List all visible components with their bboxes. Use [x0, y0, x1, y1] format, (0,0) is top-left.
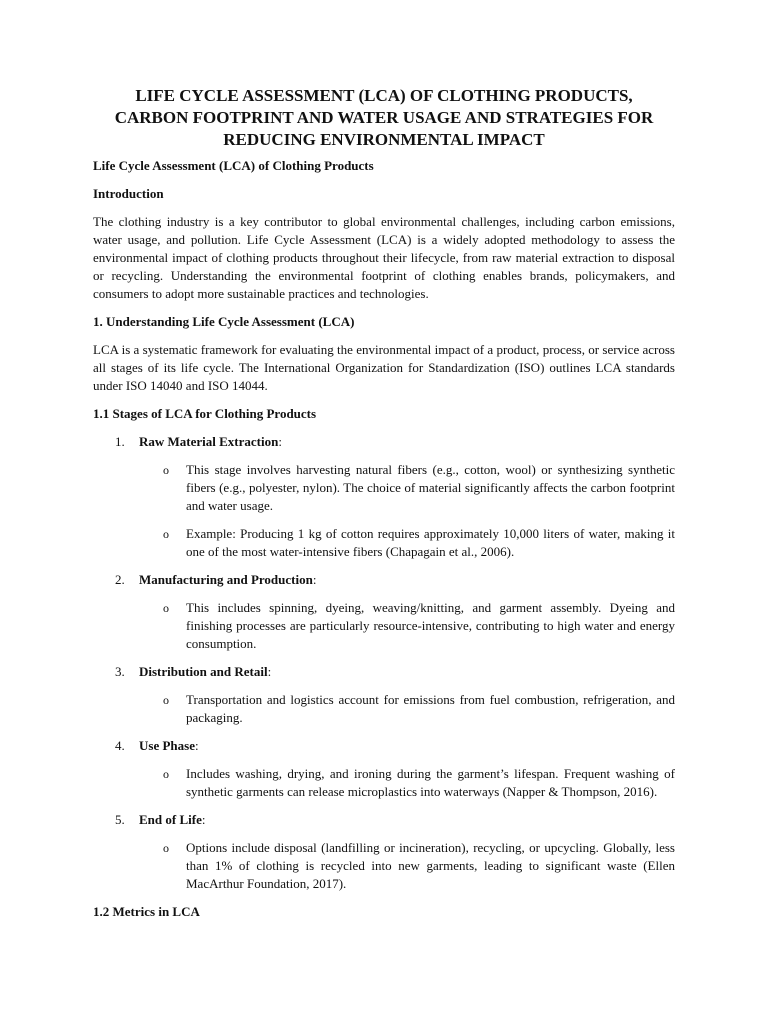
stage-item — [93, 737, 675, 801]
stage-item — [93, 571, 675, 653]
section-1-heading: 1. Understanding Life Cycle Assessment (LCA) — [93, 314, 355, 329]
point-text: Options include disposal (landfilling or incineration), recycling, or upcycling. Globally, less than 1% of clothing is recycled into new garments, leading to significant waste (Ellen MacArthur Foundation, 2017). — [186, 840, 675, 891]
stage-point — [139, 461, 675, 515]
stage-point — [139, 691, 675, 727]
section-1-2-heading: 1.2 Metrics in LCA — [93, 904, 200, 919]
introduction-heading: Introduction — [93, 186, 164, 201]
bullet-icon: o — [163, 693, 169, 707]
stage-point — [139, 839, 675, 893]
stage-colon: : — [312, 572, 317, 587]
stage-point — [139, 765, 675, 801]
stage-number: 1. — [115, 434, 125, 449]
stage-name: Distribution and Retail — [139, 664, 268, 679]
stages-list — [93, 433, 675, 893]
bullet-icon: o — [163, 527, 169, 541]
stage-name: Use Phase — [139, 738, 195, 753]
stage-colon: : — [267, 664, 272, 679]
stage-name: Raw Material Extraction — [139, 434, 279, 449]
stage-colon: : — [201, 812, 206, 827]
point-text: Example: Producing 1 kg of cotton requires approximately 10,000 liters of water, making it one of the most water-intensive fibers (Chapagain et al., 2006). — [186, 526, 675, 559]
stage-point — [139, 599, 675, 653]
point-text: This stage involves harvesting natural fibers (e.g., cotton, wool) or synthesizing synthetic fibers (e.g., polyester, nylon). The choice of material significantly affects the carbon footprint and water usage. — [186, 462, 675, 513]
subtitle-heading: Life Cycle Assessment (LCA) of Clothing Products — [93, 158, 374, 173]
bullet-icon: o — [163, 463, 169, 477]
stage-point — [139, 525, 675, 561]
bullet-icon: o — [163, 841, 169, 855]
title-line: REDUCING ENVIRONMENTAL IMPACT — [223, 130, 545, 149]
stage-colon: : — [278, 434, 282, 449]
stage-item — [93, 663, 675, 727]
stage-number: 3. — [115, 664, 125, 679]
title-line: CARBON FOOTPRINT AND WATER USAGE AND STRATEGIES FOR — [114, 108, 654, 127]
point-text: This includes spinning, dyeing, weaving/knitting, and garment assembly. Dyeing and finishing processes are particularly resource-intensive, contributing to high water and energy consumption. — [186, 600, 675, 651]
introduction-paragraph: The clothing industry is a key contributor to global environmental challenges, including carbon emissions, water usage, and pollution. Life Cycle Assessment (LCA) is a widely adopted methodology to assess the environmental impact of clothing products throughout their lifecycle, from raw material extraction to disposal or recycling. Understanding the environmental footprint of clothing enables brands, policymakers, and consumers to adopt more sustainable practices and technologies. — [93, 214, 675, 301]
point-text: Includes washing, drying, and ironing during the garment’s lifespan. Frequent washing of synthetic garments can release microplastics into waterways (Napper & Thompson, 2016). — [186, 766, 675, 799]
stage-number: 4. — [115, 738, 125, 753]
stage-name: End of Life — [139, 812, 202, 827]
bullet-icon: o — [163, 601, 169, 615]
stage-name: Manufacturing and Production — [139, 572, 313, 587]
stage-item — [93, 433, 675, 561]
bullet-icon: o — [163, 767, 169, 781]
stage-colon: : — [194, 738, 199, 753]
title-line: LIFE CYCLE ASSESSMENT (LCA) OF CLOTHING PRODUCTS, — [135, 86, 633, 105]
section-1-1-heading: 1.1 Stages of LCA for Clothing Products — [93, 406, 317, 421]
section-1-paragraph: LCA is a systematic framework for evaluating the environmental impact of a product, process, or service across all stages of its life cycle. The International Organization for Standardization (ISO) outlines LCA standards under ISO 14040 and ISO 14044. — [93, 342, 675, 393]
stage-number: 5. — [115, 812, 125, 827]
stage-item — [93, 811, 675, 893]
document-page — [93, 85, 675, 931]
stage-number: 2. — [115, 572, 125, 587]
point-text: Transportation and logistics account for emissions from fuel combustion, refrigeration, and packaging. — [186, 692, 675, 725]
document-title — [93, 85, 675, 151]
